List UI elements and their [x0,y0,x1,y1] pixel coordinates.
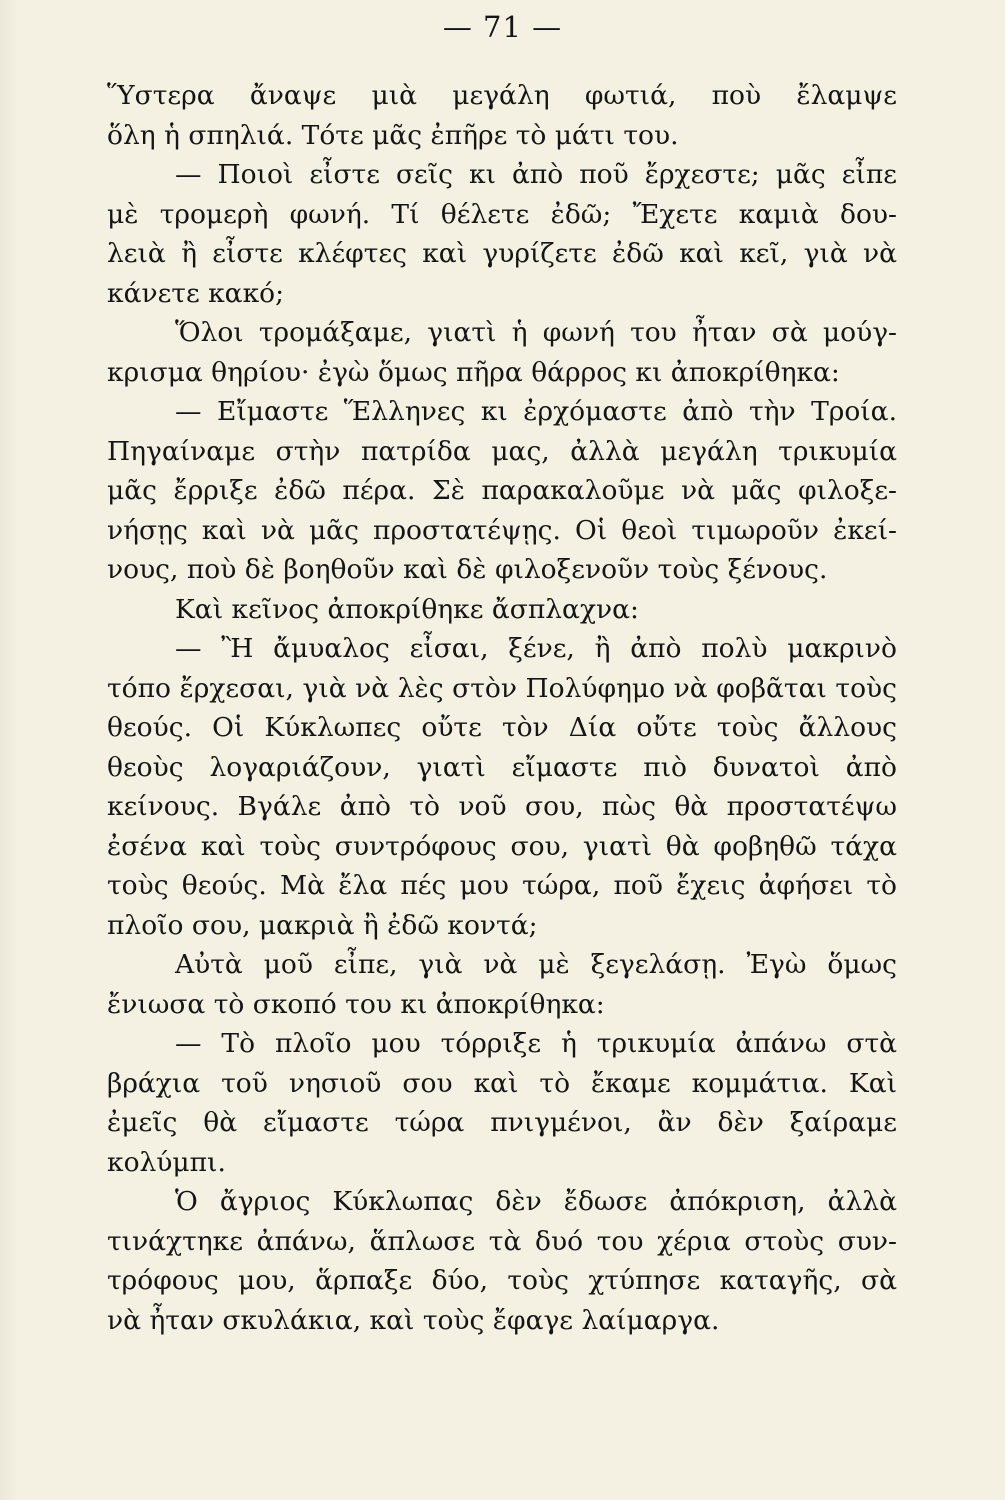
text-line: — Ποιοὶ εἶστε σεῖς κι ἀπὸ ποῦ ἔρχεστε; μᾶς εἶπε [175,159,897,190]
text-line: ἔνιωσα τὸ σκοπό του κι ἀποκρίθηκα: [107,988,605,1020]
text-line: μὲ τρομερὴ φωνή. Τί θέλετε ἐδῶ; Ἔχετε καμιὰ δου- [107,198,897,230]
text-line: Πηγαίναμε στὴν πατρίδα μας, ἀλλὰ μεγάλη τρικυμία [107,435,897,467]
body-text [107,76,897,1340]
text-line: Ὕστερα ἄναψε μιὰ μεγάλη φωτιά, ποὺ ἔλαμψε [107,80,897,111]
text-line: κρισμα θηρίου· ἐγὼ ὅμως πῆρα θάρρος κι ἀποκρίθηκα: [107,356,840,388]
text-line: Αὐτὰ μοῦ εἶπε, γιὰ νὰ μὲ ξεγελάσῃ. Ἐγὼ ὅμως [175,949,897,980]
text-line: κάνετε κακό; [107,277,285,309]
text-line: — Εἴμαστε Ἕλληνες κι ἐρχόμαστε ἀπὸ τὴν Τροία. [175,396,897,427]
text-line: ἐσένα καὶ τοὺς συντρόφους σου, γιατὶ θὰ φοβηθῶ τάχα [107,830,897,862]
text-line: βράχια τοῦ νησιοῦ σου καὶ τὸ ἔκαμε κομμάτια. Καὶ [107,1067,897,1099]
text-line: θεούς. Οἱ Κύκλωπες οὔτε τὸν Δία οὔτε τοὺς ἄλλους [107,712,897,743]
text-line: νὰ ἦταν σκυλάκια, καὶ τοὺς ἔφαγε λαίμαργα. [107,1304,720,1336]
text-line: Καὶ κεῖνος ἀποκρίθηκε ἄσπλαχνα: [175,593,639,625]
text-line: τινάχτηκε ἀπάνω, ἅπλωσε τὰ δυό του χέρια στοὺς συν- [107,1225,897,1257]
text-line: μᾶς ἔρριξε ἐδῶ πέρα. Σὲ παρακαλοῦμε νὰ μᾶς φιλοξε- [107,475,897,506]
text-line: τόπο ἔρχεσαι, γιὰ νὰ λὲς στὸν Πολύφημο νὰ φοβᾶται τοὺς [107,672,897,704]
text-line: Ὅλοι τρομάξαμε, γιατὶ ἡ φωνή του ἦταν σὰ μούγ- [175,317,897,348]
text-line: — Τὸ πλοῖο μου τόρριξε ἡ τρικυμία ἀπάνω στὰ [175,1028,897,1059]
text-line: θεοὺς λογαριάζουν, γιατὶ εἴμαστε πιὸ δυνατοὶ ἀπὸ [107,751,897,783]
text-line: ὅλη ἡ σπηλιά. Τότε μᾶς ἐπῆρε τὸ μάτι του. [107,119,679,151]
text-line: — Ἢ ἄμυαλος εἶσαι, ξένε, ἢ ἀπὸ πολὺ μακρινὸ [175,633,897,664]
text-line: λειὰ ἢ εἶστε κλέφτες καὶ γυρίζετε ἐδῶ καὶ κεῖ, γιὰ νὰ [107,238,897,269]
text-line: νήσῃς καὶ νὰ μᾶς προστατέψῃς. Οἱ θεοὶ τιμωροῦν ἐκεί- [107,514,897,546]
text-line: τρόφους μου, ἅρπαξε δύο, τοὺς χτύπησε καταγῆς, σὰ [107,1265,897,1296]
text-line: τοὺς θεούς. Μὰ ἔλα πές μου τώρα, ποῦ ἔχεις ἀφήσει τὸ [107,870,897,901]
text-line: κείνους. Βγάλε ἀπὸ τὸ νοῦ σου, πὼς θὰ προστατέψω [107,791,897,822]
text-line: κολύμπι. [107,1146,226,1178]
text-line: νους, ποὺ δὲ βοηθοῦν καὶ δὲ φιλοξενοῦν τοὺς ξένους. [107,554,828,585]
text-line: Ὁ ἄγριος Κύκλωπας δὲν ἔδωσε ἀπόκριση, ἀλλὰ [175,1186,897,1217]
text-line: πλοῖο σου, μακριὰ ἢ ἐδῶ κοντά; [107,909,538,941]
page-number: — 71 — [442,10,563,44]
text-line: ἐμεῖς θὰ εἴμαστε τώρα πνιγμένοι, ἂν δὲν ξαίραμε [107,1107,897,1138]
